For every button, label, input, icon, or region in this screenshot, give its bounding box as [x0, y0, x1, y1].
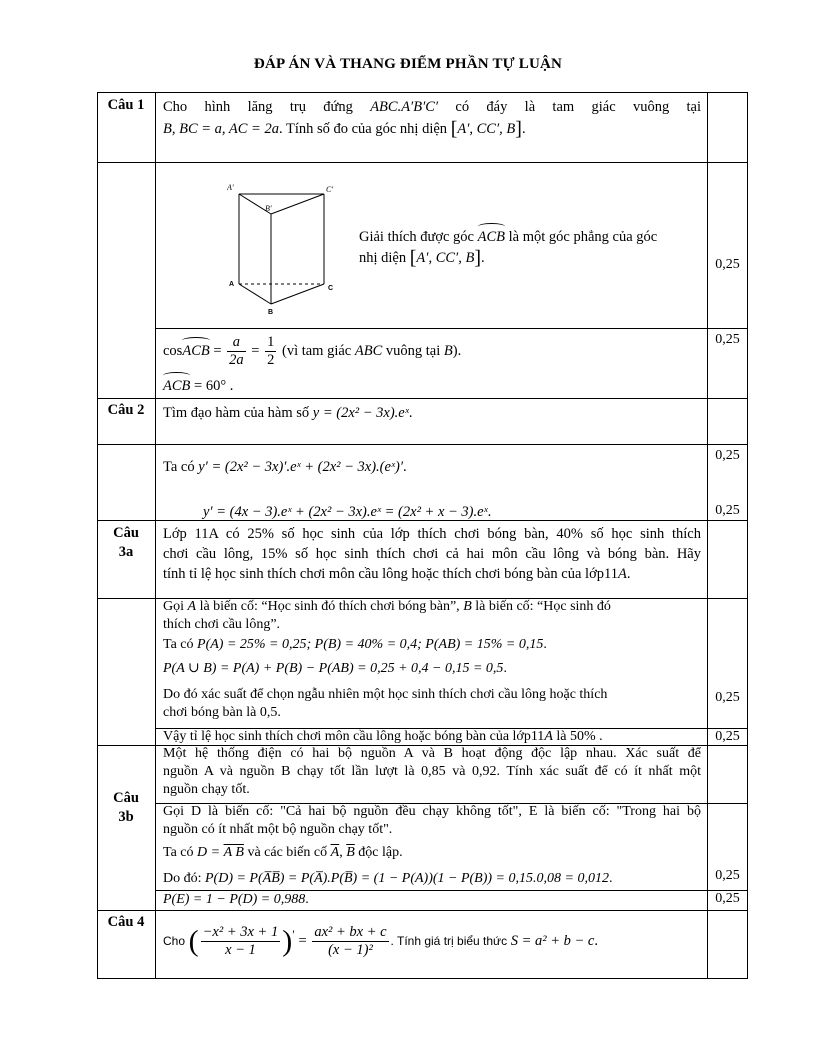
q3a-solution-line2: thích chơi cầu lông”. [163, 617, 281, 632]
score: 0,25 [715, 891, 740, 906]
q1-explain-line2: nhị diện [A′, CC′, B]. [359, 247, 485, 269]
col-divider [155, 92, 156, 979]
score: 0,25 [715, 868, 740, 883]
q3a-prompt-line1: Lớp 11A có 25% số học sinh của lớp thích chơi bóng bàn, 40% số học sinh thích [163, 526, 701, 542]
question-label: Câu 3b [113, 790, 139, 825]
row-divider [97, 162, 748, 163]
row-divider [155, 328, 748, 329]
q3b-solution-line5: P(E) = 1 − P(D) = 0,988. [163, 892, 309, 907]
q2-prompt: Tìm đạo hàm của hàm số y = (2x² − 3x).eˣ. [163, 405, 413, 421]
q3b-solution-line3: Ta có D = A B và các biến cố $\overline{A}$, $\overline{B}$ độc lập. [163, 845, 403, 860]
vertex-label: B [268, 309, 274, 316]
q1-result: ACB = 60° . [163, 378, 234, 394]
q1-prompt-line1: Cho hình lăng trụ đứng ABC.A′B′C′ có đáy là tam giác vuông tại [163, 99, 701, 115]
q1-explain-line1: Giải thích được góc ACB là một góc phẳng của góc [359, 229, 658, 245]
q3a-solution-line3: Ta có P(A) = 25% = 0,25; P(B) = 40% = 0,4; P(AB) = 15% = 0,15. [163, 637, 547, 652]
q3b-prompt-line3: nguồn chạy tốt. [163, 782, 250, 797]
vertex-label: C′ [326, 185, 334, 194]
q3a-solution-line4: P(A ∪ B) = P(A) + P(B) − P(AB) = 0,25 + 0,4 − 0,15 = 0,5. [163, 661, 507, 676]
q3a-prompt-line3: tính tỉ lệ học sinh thích chơi môn cầu lông hoặc thích chơi bóng bàn của lớp11A. [163, 566, 631, 582]
question-label: Câu 4 [107, 914, 145, 930]
q1-prompt-line2: B, BC = a, AC = 2a. Tính số đo của góc nhị diện [A′, CC′, B]. [163, 118, 526, 140]
score: 0,25 [715, 332, 740, 347]
prism-figure [227, 180, 342, 316]
vertex-label: B′ [265, 204, 272, 213]
q3a-solution-line1: Gọi A là biến cố: “Học sinh đó thích chơi bóng bàn”, B là biến cố: “Học sinh đó [163, 599, 611, 614]
vertex-label: C [328, 285, 334, 292]
vertex-label: A [229, 281, 235, 288]
row-divider [97, 92, 748, 93]
score: 0,25 [715, 503, 740, 518]
q3b-prompt-line1: Một hệ thống điện có hai bộ nguồn A và B hoạt động độc lập nhau. Xác suất để [163, 746, 701, 761]
col-divider [707, 92, 708, 979]
question-label: Câu 3a [113, 525, 139, 560]
q3a-solution-line5: Do đó xác suất để chọn ngẫu nhiên một học sinh thích chơi cầu lông hoặc thích [163, 687, 608, 702]
q3a-solution-line6: chơi bóng bàn là 0,5. [163, 705, 281, 720]
q3b-solution-line4: Do đó: P(D) = P(A̅B̅) = P(A̅).P(B̅) = (1 − P(A))(1 − P(B)) = 0,15.0,08 = 0,012. [163, 871, 613, 886]
page-title: ĐÁP ÁN VÀ THANG ĐIỂM PHẦN TỰ LUẬN [253, 56, 563, 72]
row-divider [97, 398, 748, 399]
score: 0,25 [715, 257, 740, 272]
row-divider [97, 978, 748, 979]
col-divider [747, 92, 748, 979]
score: 0,25 [715, 729, 740, 744]
question-label: Câu 1 [107, 97, 145, 113]
q3a-prompt-line2: chơi cầu lông, 15% số học sinh thích chơi cả hai môn cầu lông và bóng bàn. Hãy [163, 546, 701, 562]
q2-line1: Ta có y′ = (2x² − 3x)′.eˣ + (2x² − 3x).(eˣ)′. [163, 459, 407, 475]
q3a-conclusion: Vậy tỉ lệ học sinh thích chơi môn cầu lông hoặc bóng bàn của lớp11A là 50% . [163, 729, 603, 744]
score: 0,25 [715, 690, 740, 705]
answer-table [97, 92, 748, 978]
q3b-prompt-line2: nguồn A và nguồn B chạy tốt lần lượt là 0,85 và 0,92. Tính xác suất để có ít nhất một [163, 764, 701, 779]
row-divider [97, 910, 748, 911]
score: 0,25 [715, 448, 740, 463]
q4-prompt: Cho ( $\frac{\text{−x² + 3x + 1}}{x - 1}$ )′ = $\frac{\text{ax² + bx + c}}{\text{(x − 1)²}}$ . Tính giá trị biểu thức S = a² + b − c. [163, 924, 598, 958]
q1-cos-line: cosACB = $\frac{a}{2a}$ = $\frac{1}{2}$ (vì tam giác ABC vuông tại B). [163, 334, 462, 368]
row-divider [97, 444, 748, 445]
question-label: Câu 2 [107, 402, 145, 418]
q2-line2: y′ = (4x − 3).eˣ + (2x² − 3x).eˣ = (2x² + x − 3).eˣ. [203, 504, 492, 520]
q3b-solution-line1: Gọi D là biến cố: "Cả hai bộ nguồn đều chạy không tốt", E là biến cố: "Trong hai bộ [163, 804, 701, 819]
q3b-solution-line2: nguồn có ít nhất một bộ nguồn chạy tốt". [163, 822, 393, 837]
vertex-label: A′ [227, 183, 234, 192]
